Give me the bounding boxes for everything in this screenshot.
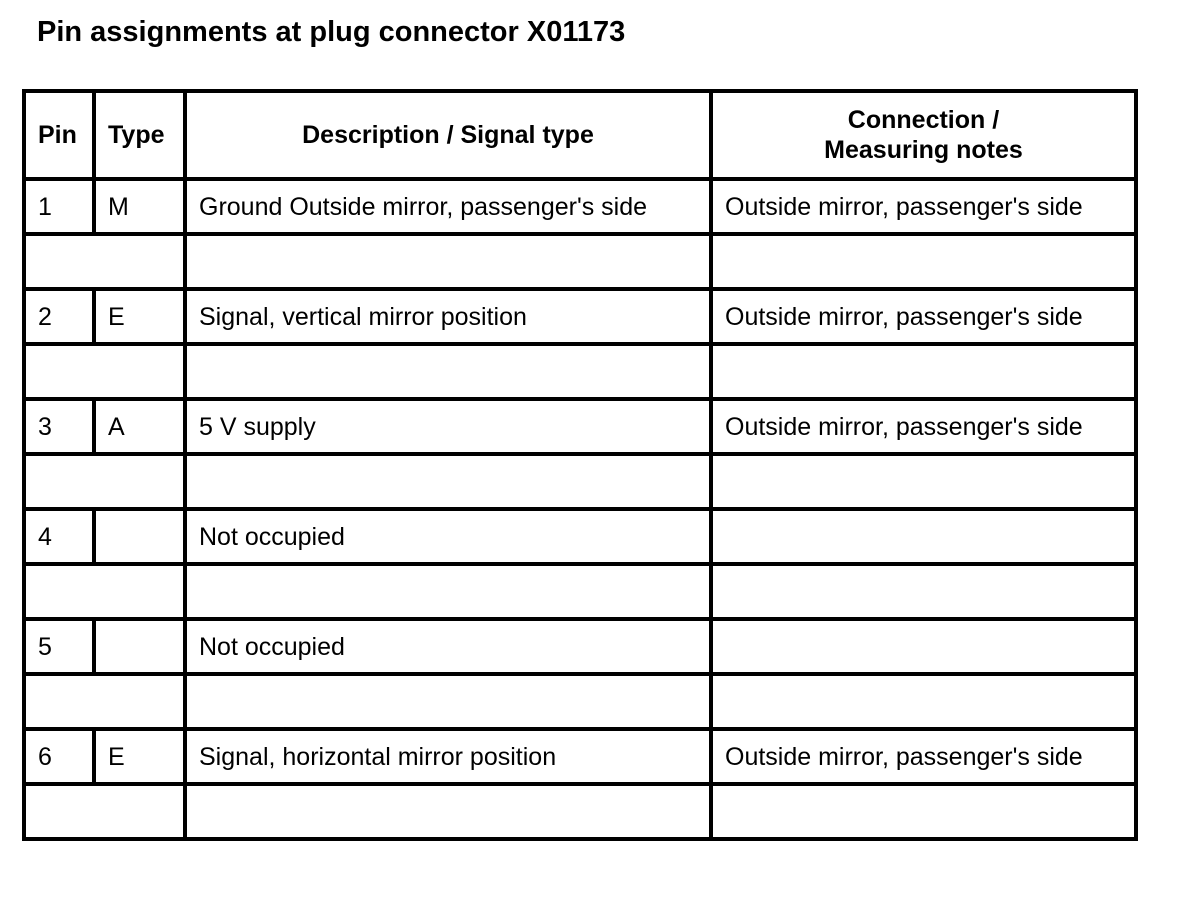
spacer-cell [711,674,1136,729]
header-type: Type [94,91,185,179]
spacer-cell [711,784,1136,839]
spacer-cell [24,674,185,729]
spacer-cell [24,344,185,399]
spacer-cell [24,784,185,839]
cell-description: Ground Outside mirror, passenger's side [185,179,711,234]
spacer-cell [711,344,1136,399]
header-description: Description / Signal type [185,91,711,179]
table-row [24,399,1136,454]
table-row [24,729,1136,784]
page-title: Pin assignments at plug connector X01173 [37,16,626,48]
spacer-cell [711,234,1136,289]
spacer-cell [185,564,711,619]
cell-description: Signal, vertical mirror position [185,289,711,344]
spacer-row [24,454,1136,509]
cell-type: A [94,399,185,454]
spacer-row [24,674,1136,729]
cell-connection [711,509,1136,564]
cell-pin: 1 [24,179,94,234]
pin-assignment-table [22,89,1138,841]
cell-type [94,509,185,564]
spacer-row [24,344,1136,399]
spacer-cell [711,454,1136,509]
cell-type [94,619,185,674]
spacer-cell [711,564,1136,619]
cell-pin: 2 [24,289,94,344]
cell-pin: 4 [24,509,94,564]
spacer-cell [185,344,711,399]
cell-connection: Outside mirror, passenger's side [711,179,1136,234]
spacer-cell [24,454,185,509]
table-row [24,509,1136,564]
spacer-row [24,784,1136,839]
cell-type: E [94,289,185,344]
table-header-row [24,91,1136,179]
spacer-row [24,564,1136,619]
spacer-cell [185,784,711,839]
spacer-cell [24,564,185,619]
header-pin: Pin [24,91,94,179]
cell-connection [711,619,1136,674]
cell-connection: Outside mirror, passenger's side [711,729,1136,784]
cell-pin: 3 [24,399,94,454]
cell-description: Not occupied [185,619,711,674]
cell-type: M [94,179,185,234]
cell-description: Signal, horizontal mirror position [185,729,711,784]
table-row [24,619,1136,674]
cell-type: E [94,729,185,784]
header-connection [711,91,1136,179]
cell-description: Not occupied [185,509,711,564]
spacer-cell [24,234,185,289]
spacer-row [24,234,1136,289]
cell-description: 5 V supply [185,399,711,454]
spacer-cell [185,234,711,289]
cell-pin: 5 [24,619,94,674]
cell-connection: Outside mirror, passenger's side [711,399,1136,454]
cell-connection: Outside mirror, passenger's side [711,289,1136,344]
header-connection-line1: Connection / [847,106,1000,134]
table-row [24,289,1136,344]
spacer-cell [185,454,711,509]
header-connection-line2: Measuring notes [824,136,1023,164]
spacer-cell [185,674,711,729]
cell-pin: 6 [24,729,94,784]
table-row [24,179,1136,234]
